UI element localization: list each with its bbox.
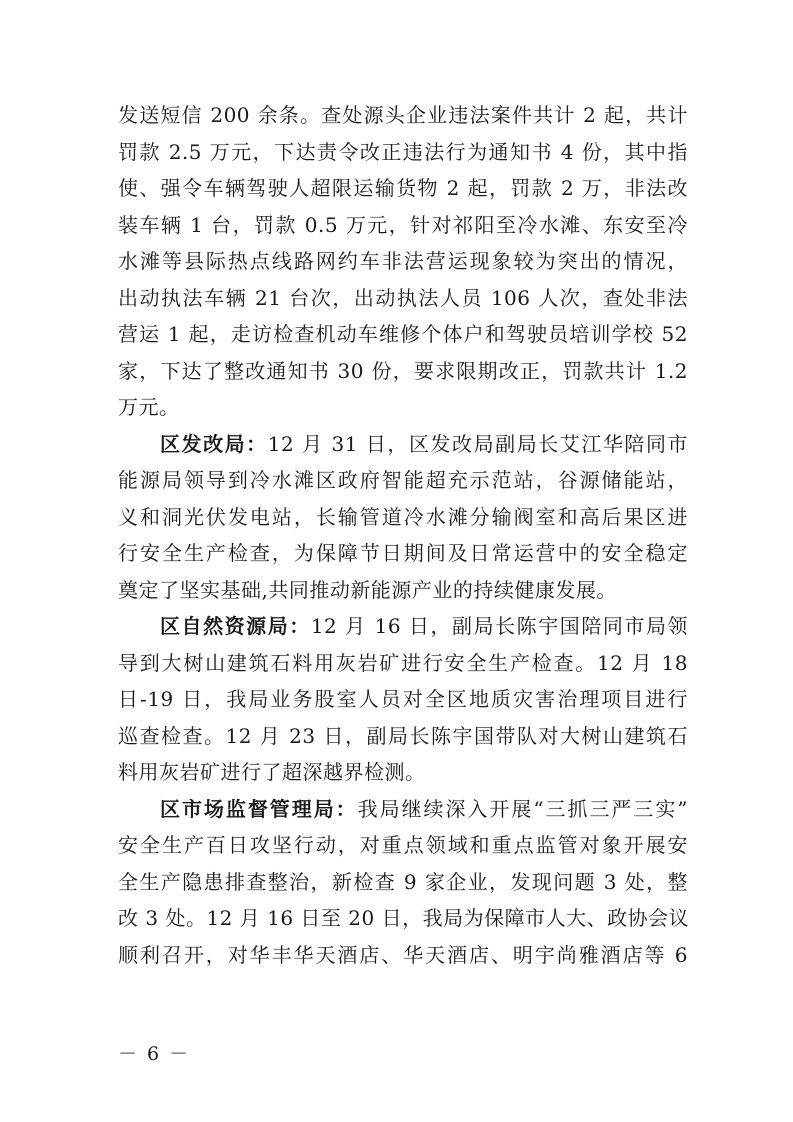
paragraph-first-line (118, 608, 688, 645)
text-line: 行安全生产检查，为保障节日期间及日常运营中的安全稳定 (118, 541, 688, 565)
paragraph-first-line (118, 426, 688, 463)
text-line: 发送短信 200 余条。查处源头企业违法案件共计 2 起，共计 (118, 103, 688, 127)
text-line: 导到大树山建筑石料用灰岩矿进行安全生产检查。12 月 18 (118, 650, 688, 675)
section-heading: 区发改局： (160, 431, 268, 456)
text-line: 罚款 2.5 万元，下达责令改正违法行为通知书 4 份，其中指 (118, 139, 688, 164)
paragraph-continuation (118, 97, 688, 426)
text-line: 安全生产百日攻坚行动，对重点领域和重点监管对象开展安 (118, 833, 688, 857)
text-line: 改 3 处。12 月 16 日至 20 日，我局为保障市人大、政协会议 (118, 906, 690, 930)
section-heading: 区自然资源局： (160, 614, 311, 638)
text-run: 12 月 31 日，区发改局副局长艾江华陪同市 (267, 431, 688, 456)
text-line: 顺利召开，对华丰华天酒店、华天酒店、明宇尚雅酒店等 6 (118, 942, 688, 967)
text-line: 水滩等县际热点线路网约车非法营运现象较为突出的情况， (118, 249, 688, 273)
page-number: － 6 － (118, 1043, 191, 1065)
text-run: 我局继续深入开展“三抓三严三实” (357, 796, 689, 821)
text-line: 奠定了坚实基础,共同推动新能源产业的持续健康发展。 (118, 577, 617, 602)
text-run: 12 月 16 日，副局长陈宇国陪同市局领 (310, 614, 688, 638)
text-line: 巡查检查。12 月 23 日，副局长陈宇国带队对大树山建筑石 (118, 723, 688, 748)
text-line: 万元。 (118, 395, 180, 419)
paragraph-market-supervision-bureau (118, 791, 688, 974)
text-line: 日-19 日，我局业务股室人员对全区地质灾害治理项目进行 (118, 687, 688, 711)
text-line: 料用灰岩矿进行了超深越界检测。 (118, 760, 426, 784)
text-line: 家，下达了整改通知书 30 份，要求限期改正，罚款共计 1.2 (118, 358, 688, 383)
text-line: 能源局领导到冷水滩区政府智能超充示范站，谷源储能站， (118, 468, 688, 492)
text-line: 义和洞光伏发电站，长输管道冷水滩分输阀室和高后果区进 (118, 504, 688, 529)
text-line: 营运 1 起，走访检查机动车维修个体户和驾驶员培训学校 52 (118, 322, 688, 346)
paragraph-first-line (118, 791, 688, 828)
text-line: 出动执法车辆 21 台次，出动执法人员 106 人次，查处非法 (118, 285, 688, 310)
text-line: 使、强令车辆驾驶人超限运输货物 2 起，罚款 2 万，非法改 (118, 176, 688, 200)
paragraph-natural-resources-bureau (118, 608, 688, 791)
document-body (118, 97, 688, 973)
paragraph-development-reform-bureau (118, 426, 688, 609)
text-line: 全生产隐患排查整治，新检查 9 家企业，发现问题 3 处，整 (118, 869, 688, 894)
text-line: 装车辆 1 台，罚款 0.5 万元，针对祁阳至冷水滩、东安至冷 (118, 212, 688, 237)
section-heading: 区市场监督管理局： (160, 796, 358, 821)
